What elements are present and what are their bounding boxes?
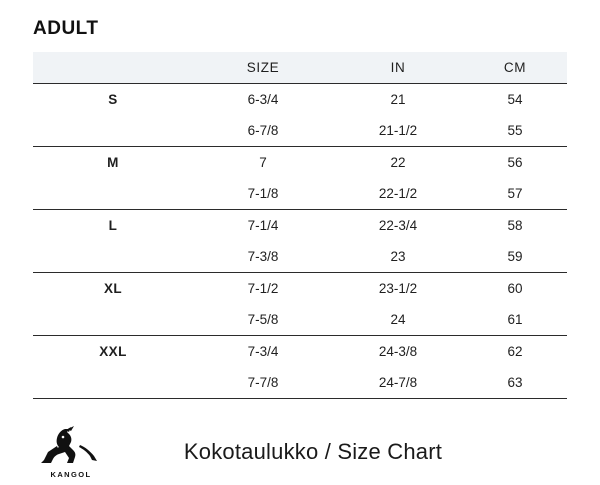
row-in: 21-1/2 <box>378 123 418 138</box>
row-cm: 59 <box>507 249 523 264</box>
row-size: 7-1/2 <box>193 273 333 305</box>
row-in: 22-3/4 <box>333 210 463 242</box>
table-row <box>33 115 567 147</box>
table-row <box>33 241 567 273</box>
table-row <box>33 367 567 399</box>
kangaroo-icon <box>35 425 107 469</box>
row-in: 22 <box>333 147 463 179</box>
row-label <box>33 178 193 210</box>
size-table-container <box>33 52 567 399</box>
row-in: 21 <box>333 84 463 116</box>
row-size: 7-1/8 <box>247 186 279 201</box>
row-label: S <box>33 84 193 116</box>
row-label <box>33 115 193 147</box>
row-cm: 54 <box>463 84 567 116</box>
row-in: 23-1/2 <box>333 273 463 305</box>
row-in: 24-7/8 <box>333 367 463 399</box>
row-cm: 63 <box>463 367 567 399</box>
column-header-cm: CM <box>503 60 527 75</box>
row-label: XL <box>33 273 193 305</box>
footer <box>33 424 567 480</box>
row-in: 24 <box>390 312 406 327</box>
row-label: M <box>33 147 193 179</box>
row-size: 7-5/8 <box>247 312 279 327</box>
row-cm: 61 <box>507 312 523 327</box>
kangol-logo <box>35 425 107 479</box>
table-row <box>33 273 567 305</box>
row-size: 6-3/4 <box>193 84 333 116</box>
row-size: 7 <box>193 147 333 179</box>
table-row <box>33 336 567 368</box>
row-in: 22-1/2 <box>378 186 418 201</box>
row-in: 23 <box>390 249 406 264</box>
table-row <box>33 178 567 210</box>
table-header-row <box>33 52 567 84</box>
row-cm: 57 <box>507 186 523 201</box>
row-size: 7-7/8 <box>193 367 333 399</box>
row-in: 24-3/8 <box>333 336 463 368</box>
page-title: ADULT <box>33 18 99 39</box>
column-header-size: SIZE <box>246 60 280 75</box>
table-row <box>33 84 567 116</box>
table-row <box>33 210 567 242</box>
table-body <box>33 84 567 399</box>
row-cm: 60 <box>463 273 567 305</box>
size-table <box>33 52 567 399</box>
row-cm: 62 <box>463 336 567 368</box>
footer-caption: Kokotaulukko / Size Chart <box>183 439 443 464</box>
row-label: L <box>33 210 193 242</box>
row-size: 7-3/4 <box>193 336 333 368</box>
row-size: 7-1/4 <box>193 210 333 242</box>
row-label <box>33 367 193 399</box>
column-header-in: IN <box>390 60 406 75</box>
table-header <box>33 52 567 84</box>
row-size: 6-7/8 <box>247 123 279 138</box>
column-header-blank <box>33 52 193 84</box>
table-row <box>33 304 567 336</box>
row-label <box>33 241 193 273</box>
row-size: 7-3/8 <box>247 249 279 264</box>
row-label: XXL <box>33 336 193 368</box>
table-row <box>33 147 567 179</box>
row-cm: 58 <box>463 210 567 242</box>
row-label <box>33 304 193 336</box>
row-cm: 56 <box>463 147 567 179</box>
row-cm: 55 <box>507 123 523 138</box>
kangol-wordmark: KANGOL <box>50 470 92 479</box>
